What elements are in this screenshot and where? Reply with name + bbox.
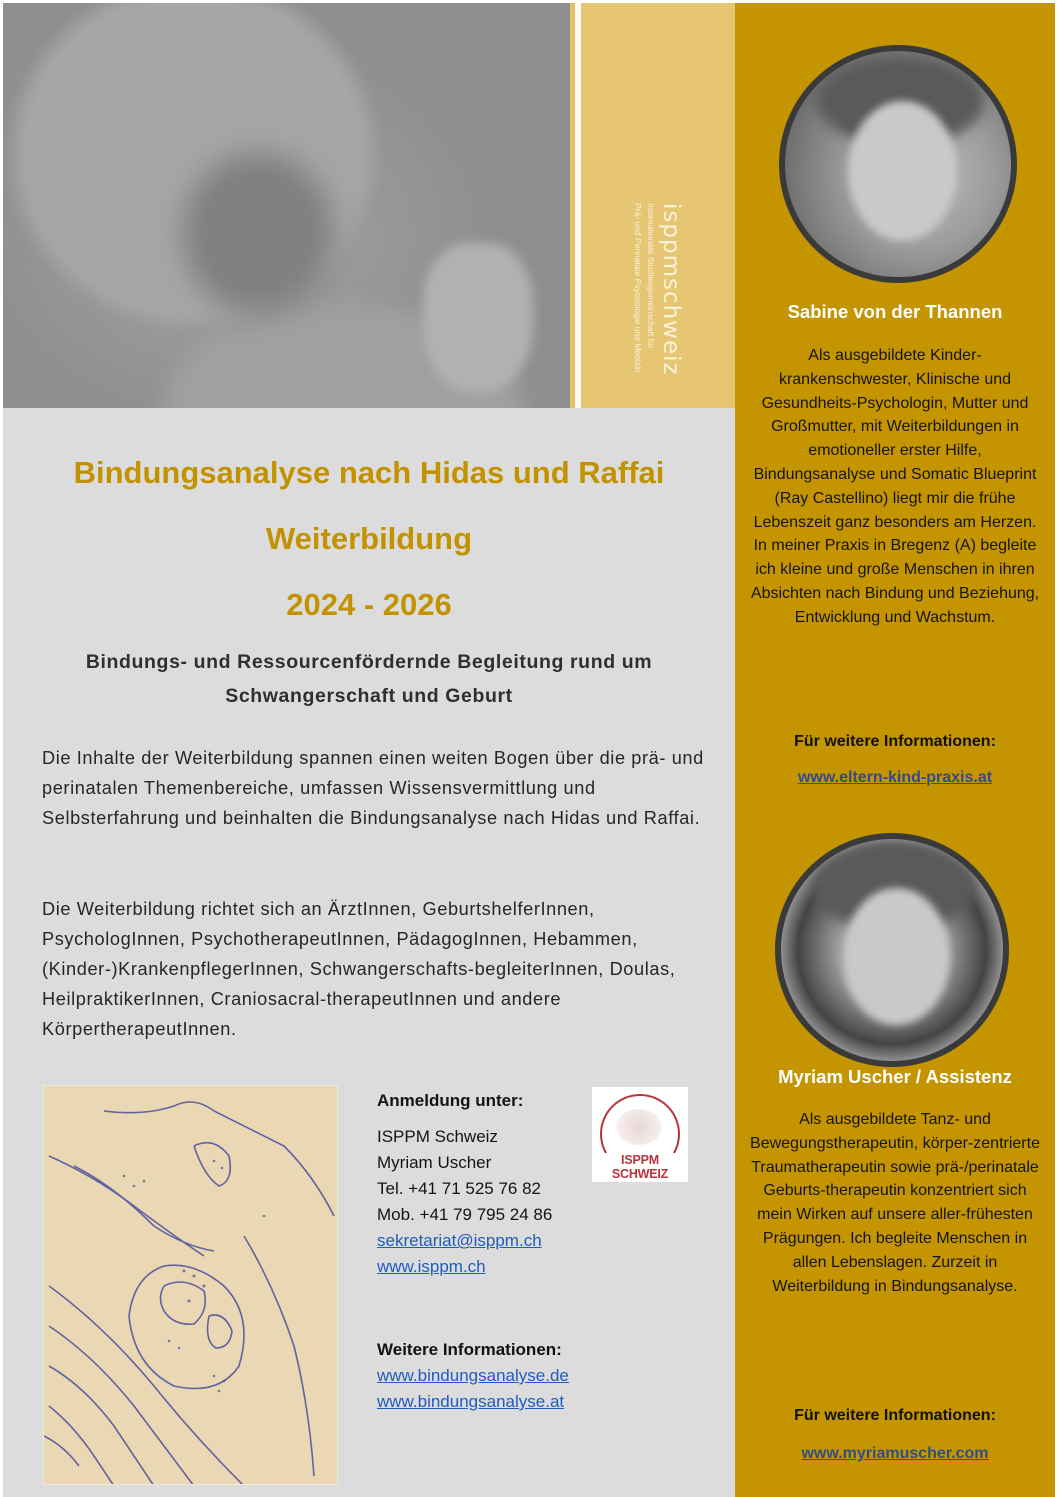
course-title: Bindungsanalyse nach Hidas und Raffai [73,455,665,490]
trainer-link-1[interactable]: www.eltern-kind-praxis.at [797,769,993,786]
avatar-sabine [779,45,1017,283]
link-bindungsanalyse-at[interactable]: www.bindungsanalyse.at [377,1392,565,1411]
contact-mobile: Mob. +41 79 795 24 86 [377,1205,553,1224]
hero-baby-photo [3,3,570,408]
contact-email-link[interactable]: sekretariat@isppm.ch [377,1231,542,1250]
isppm-logo-text: ISPPM SCHWEIZ [592,1153,688,1181]
embryo-drawing-image [43,1085,338,1485]
contact-website-link[interactable]: www.isppm.ch [377,1257,486,1276]
subtitle-line-2: Schwangerschaft und Geburt [225,685,513,707]
trainer-bio-1: Als ausgebildete Kinder-krankenschwester, Klinische und Gesundheits-Psychologin, Mutter und Großmutter, mit Weiterbildungen in emotioneller erster Hilfe, Bindungsanalyse und Somatic Blueprint (Ray Castellino) liegt mir die frühe Lebenszeit ganz besonders am Herzen. In meiner Praxis in Bregenz (A) begleite ich kleine und große Menschen in ihren Absichten nach Bindung und Beziehung, Entwicklung und Wachstum. [750,347,1040,626]
trainer-info-label-2: Für weitere Informationen: [794,1407,996,1424]
logo-tagline-1: Internationale Studiengemeinschaft für [646,203,656,349]
registration-heading: Anmeldung unter: [377,1091,524,1110]
avatar-myriam [775,833,1009,1067]
registration-contact [377,1086,607,1280]
more-info-block [377,1337,637,1415]
trainer-name-1: Sabine von der Thannen [787,301,1003,322]
trainer-info-label-1: Für weitere Informationen: [794,733,996,750]
course-years: 2024 - 2026 [286,587,452,622]
contact-person: Myriam Uscher [377,1153,492,1172]
intro-paragraph: Die Inhalte der Weiterbildung spannen einen weiten Bogen über die prä- und perinatalen Themenbereiche, umfassen Wissensvermittlung und Selbsterfahrung und beinhalten die Bindungsanalyse nach Hidas und Raffai. [42,748,704,828]
contact-org: ISPPM Schweiz [377,1127,498,1146]
link-bindungsanalyse-de[interactable]: www.bindungsanalyse.de [377,1366,569,1385]
isppm-schweiz-logo [592,1087,688,1182]
logo-tagline-2: Prä- und Perinatale Psychologie und Medizin [633,203,643,373]
course-subtitle [33,645,705,713]
contact-phone: Tel. +41 71 525 76 82 [377,1179,541,1198]
trainer-link-2[interactable]: www.myriamuscher.com [801,1445,989,1462]
audience-paragraph: Die Weiterbildung richtet sich an ÄrztInnen, GeburtshelferInnen, PsychologInnen, PsychotherapeutInnen, PädagogInnen, Hebammen, (Kinder-)KrankenpflegerInnen, Schwangerschafts-begleiterInnen, Doulas, HeilpraktikerInnen, Craniosacral-therapeutInnen und andere KörpertherapeutInnen. [42,899,676,1039]
subtitle-line-1: Bindungs- und Ressourcenfördernde Begleitung rund um [85,651,653,673]
flyer-page [3,3,1055,1497]
isppm-vertical-logo [595,203,685,378]
trainer-name-2: Myriam Uscher / Assistenz [778,1066,1012,1087]
trainer-bio-2: Als ausgebildete Tanz- und Bewegungstherapeutin, körper-zentrierte Traumatherapeutin sowie prä-/perinatale Geburts-therapeutin konzentriert sich mein Wirken auf unsere aller-frühesten Prägungen. Ich begleite Menschen in allen Lebenslagen. Zurzeit in Weiterbildung in Bindungsanalyse. [750,1111,1040,1295]
logo-name: isppmschweiz [658,203,684,376]
more-info-heading: Weitere Informationen: [377,1340,562,1359]
course-heading: Weiterbildung [265,521,473,556]
trainers-sidebar [735,3,1055,1497]
